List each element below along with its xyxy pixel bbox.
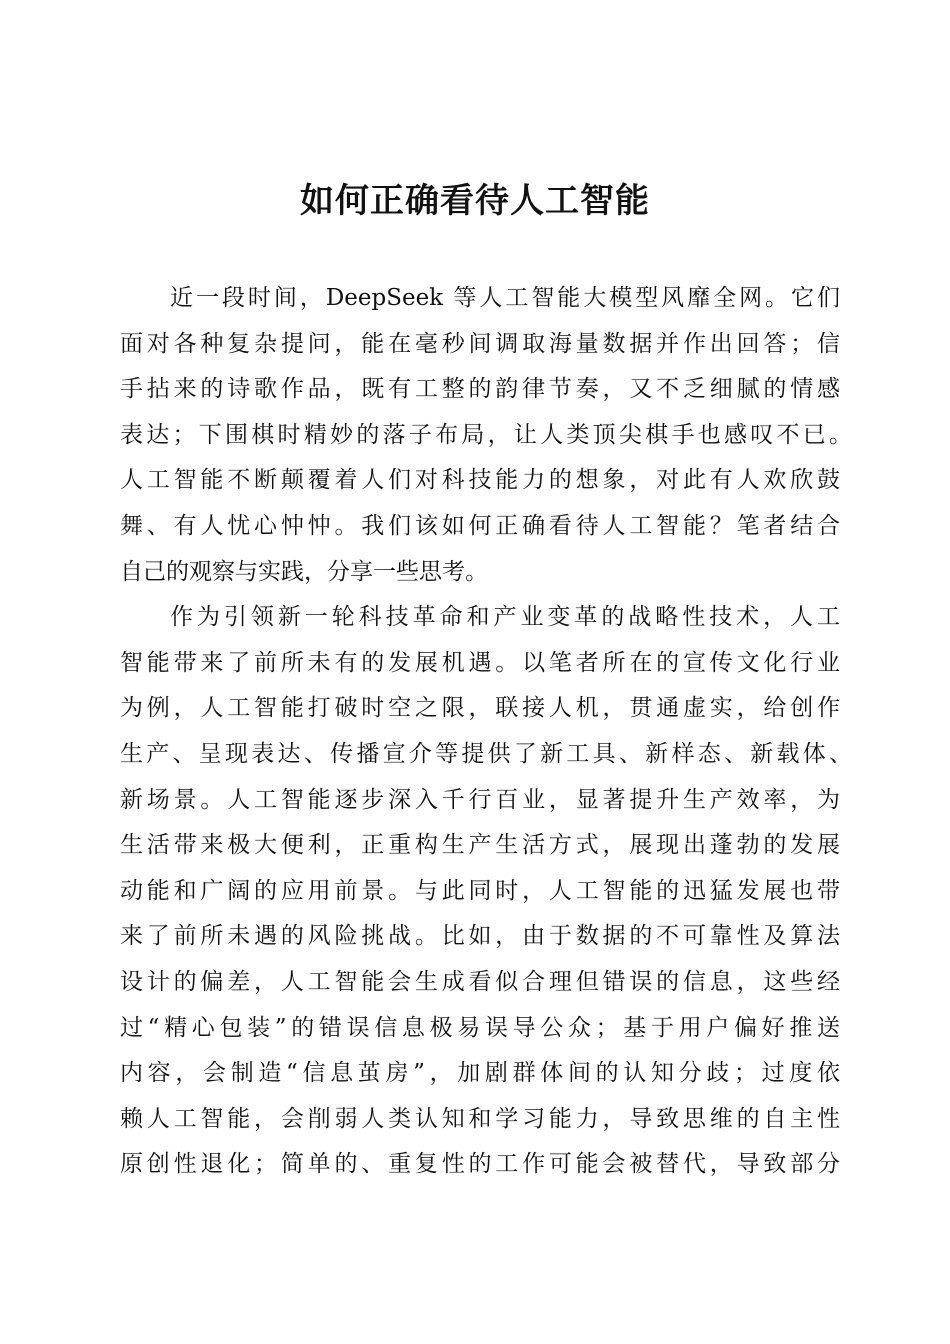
paragraph-2-line: 设计的偏差，人工智能会生成看似合理但错误的信息，这些经 bbox=[120, 968, 840, 995]
paragraph-1-line: 自己的观察与实践，分享一些思考。 bbox=[120, 558, 488, 585]
paragraph-2-line: 动能和广阔的应用前景。与此同时，人工智能的迅猛发展也带 bbox=[120, 877, 840, 904]
paragraph-1-line: 表达；下围棋时精妙的落子布局，让人类顶尖棋手也感叹不已。 bbox=[120, 421, 852, 448]
paragraph-1-line: 手拈来的诗歌作品，既有工整的韵律节奏，又不乏细腻的情感 bbox=[120, 376, 840, 403]
document-body bbox=[120, 276, 852, 1188]
paragraph-2-line: 为例，人工智能打破时空之限，联接人机，贯通虚实，给创作 bbox=[120, 695, 840, 722]
paragraph-1-line: 人工智能不断颠覆着人们对科技能力的想象，对此有人欢欣鼓 bbox=[120, 467, 840, 494]
paragraph-1-line: 舞、有人忧心忡忡。我们该如何正确看待人工智能？笔者结合 bbox=[120, 512, 840, 539]
paragraph-2-line: 过“精心包装”的错误信息极易误导公众；基于用户偏好推送 bbox=[120, 1014, 840, 1041]
document-title: 如何正确看待人工智能 bbox=[300, 181, 650, 221]
paragraph-1-line: 面对各种复杂提问，能在毫秒间调取海量数据并作出回答；信 bbox=[120, 330, 840, 357]
paragraph-2-line: 作为引领新一轮科技革命和产业变革的战略性技术，人工 bbox=[170, 604, 840, 631]
paragraph-2-line: 内容，会制造“信息茧房”，加剧群体间的认知分歧；过度依 bbox=[120, 1060, 840, 1087]
paragraph-2-line: 赖人工智能，会削弱人类认知和学习能力，导致思维的自主性 bbox=[120, 1105, 840, 1132]
paragraph-2-line: 原创性退化；简单的、重复性的工作可能会被替代，导致部分 bbox=[120, 1151, 840, 1178]
paragraph-2-line: 生活带来极大便利，正重构生产生活方式，展现出蓬勃的发展 bbox=[120, 832, 840, 859]
paragraph-2-line: 智能带来了前所未有的发展机遇。以笔者所在的宣传文化行业 bbox=[120, 649, 840, 676]
paragraph-2-line: 生产、呈现表达、传播宣介等提供了新工具、新样态、新载体、 bbox=[120, 740, 852, 767]
paragraph-1-line: 近一段时间，DeepSeek 等人工智能大模型风靡全网。它们 bbox=[170, 285, 840, 311]
paragraph-2-line: 新场景。人工智能逐步深入千行百业，显著提升生产效率，为 bbox=[120, 786, 840, 813]
paragraph-2-line: 来了前所未遇的风险挑战。比如，由于数据的不可靠性及算法 bbox=[120, 923, 840, 950]
